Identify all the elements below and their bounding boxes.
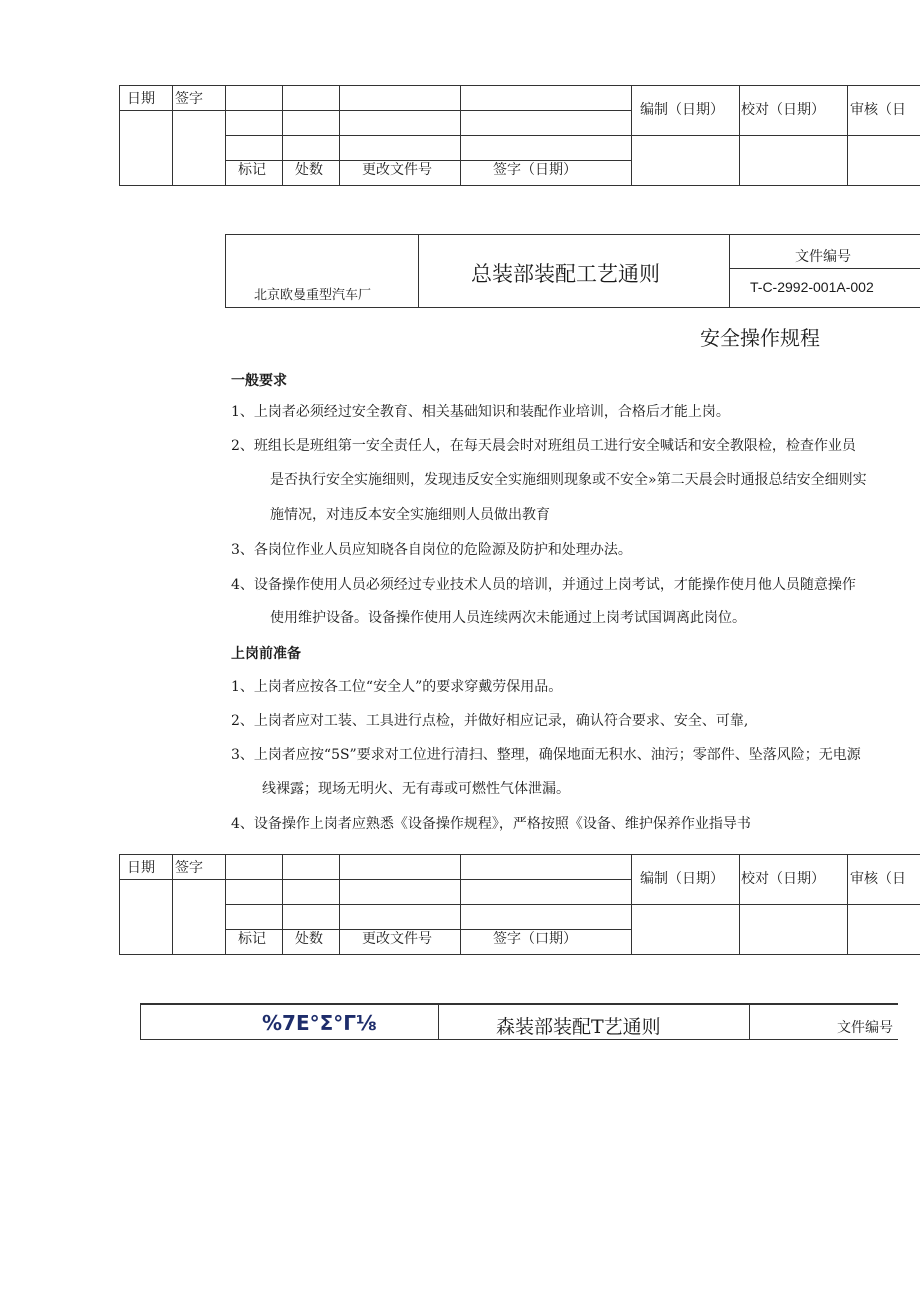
doc-number: T-C-2992-001A-002	[750, 279, 874, 295]
prep-item-cont: 线裸露；现场无明火、无有毒或可燃性气体泄漏。	[262, 781, 570, 797]
reviewed-label: 审核（日	[850, 871, 906, 887]
company-name: 北京欧曼重型汽车厂	[254, 288, 372, 303]
sign-label: 签字	[175, 860, 203, 876]
prep-item: 1、上岗者应按各工位“安全人”的要求穿戴劳保用品。	[231, 679, 563, 695]
sign-label: 签字	[175, 91, 203, 107]
footer-title: 森装部装配T艺通则	[496, 1016, 661, 1038]
mark-label: 标记	[238, 931, 266, 947]
prep-item: 2、上岗者应对工装、工具进行点检，并做好相应记录，确认符合要求、安全、可靠,	[231, 713, 749, 729]
mark-label: 标记	[238, 162, 266, 178]
general-item-cont: 使用维护设备。设备操作使用人员连续两次未能通过上岗考试国调离此岗位。	[270, 610, 746, 626]
general-item: 4、设备操作使用人员必须经过专业技术人员的培训，并通过上岗考试，才能操作使月他人员随意操作	[231, 577, 856, 593]
prep-item: 3、上岗者应按“5S”要求对工位进行清扫、整理，确保地面无积水、油污；零部件、坠落风险；无电源	[231, 747, 861, 763]
general-item: 2、班组长是班组第一安全责任人，在每天晨会时对班组员工进行安全喊话和安全教限检，检查作业员	[231, 438, 856, 454]
checked-label: 校对（日期）	[741, 871, 825, 887]
prep-heading: 上岗前准备	[231, 646, 301, 662]
general-item-cont: 是否执行安全实施细则，发现违反安全实施细则现象或不安全»第二天晨会时通报总结安全细则实	[270, 472, 867, 488]
compiled-label: 编制（日期）	[640, 871, 724, 887]
company-name-garbled: %7E°Σ°Γ⅛	[262, 1011, 377, 1035]
checked-label: 校对（日期）	[741, 102, 825, 118]
compiled-label: 编制（日期）	[640, 102, 724, 118]
general-item: 3、各岗位作业人员应知晓各自岗位的危险源及防护和处理办法。	[231, 542, 632, 558]
footer-doc-number-label: 文件编号	[837, 1020, 893, 1036]
section-title: 安全操作规程	[700, 326, 820, 350]
general-item-cont: 施情况，对违反本安全实施细则人员做出教育	[270, 507, 550, 523]
reviewed-label: 审核（日	[850, 102, 906, 118]
prep-item: 4、设备操作上岗者应熟悉《设备操作规程》，严格按照《设备、维护保养作业指导书	[231, 816, 751, 832]
count-label: 处数	[295, 162, 323, 178]
date-label: 日期	[127, 91, 155, 107]
doc-number-label: 文件编号	[795, 249, 851, 265]
change-doc-label: 更改文件号	[362, 931, 432, 947]
document-title: 总装部装配工艺通则	[471, 262, 660, 286]
general-heading: 一般要求	[231, 373, 287, 389]
general-item: 1、上岗者必须经过安全教育、相关基础知识和装配作业培训，合格后才能上岗。	[231, 404, 730, 420]
sign-date-label: 签字（口期）	[493, 931, 577, 947]
count-label: 处数	[295, 931, 323, 947]
sign-date-label: 签字（日期）	[493, 162, 577, 178]
date-label: 日期	[127, 860, 155, 876]
change-doc-label: 更改文件号	[362, 162, 432, 178]
